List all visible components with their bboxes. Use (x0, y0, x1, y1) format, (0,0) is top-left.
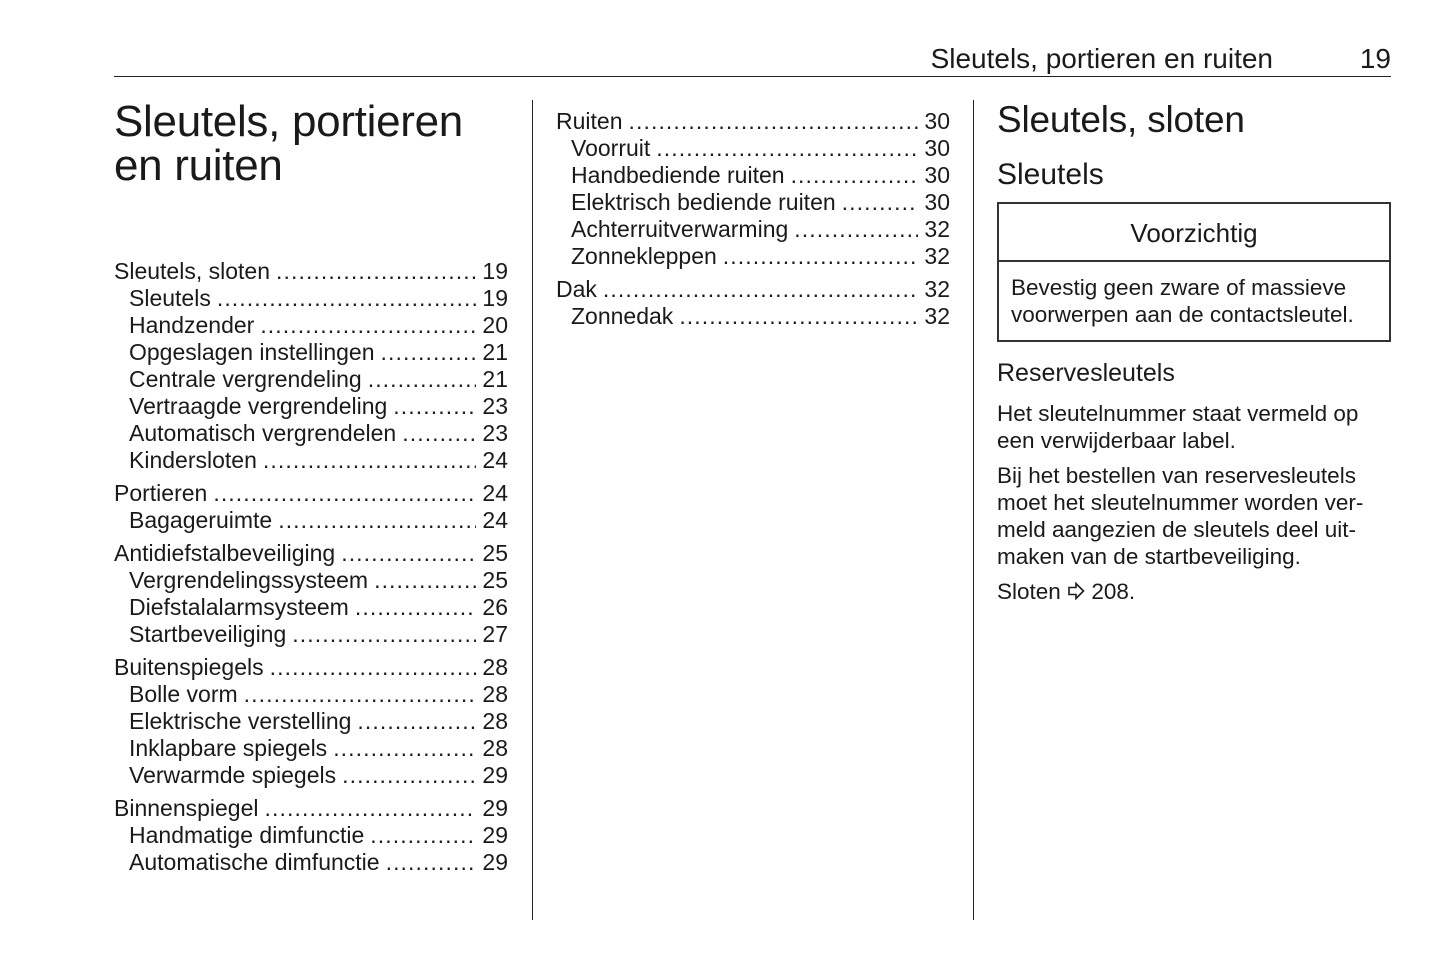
toc-entry-title: Sleutels (129, 285, 211, 311)
toc-subentry[interactable] (556, 189, 950, 216)
toc-leader-dots (386, 849, 477, 876)
toc-subentry[interactable] (114, 312, 508, 339)
toc-subentry[interactable] (114, 849, 508, 876)
toc-entry-title: Zonnedak (571, 303, 674, 329)
toc-leader-dots (393, 393, 476, 420)
toc-entry-title: Verwarmde spiegels (129, 762, 337, 788)
toc-entry-page: 29 (482, 762, 508, 788)
toc-entry-page: 28 (482, 654, 508, 680)
cross-reference[interactable] (997, 578, 1391, 605)
toc-entry-page: 25 (482, 540, 508, 566)
warning-title: Voorzichtig (999, 204, 1389, 262)
toc-leader-dots (263, 447, 477, 474)
toc-leader-dots (342, 762, 476, 789)
toc-leader-dots (402, 420, 476, 447)
toc-entry-title: Handzender (129, 312, 255, 338)
toc-entry-title: Sleutels, sloten (114, 258, 270, 284)
toc-group (114, 654, 508, 789)
toc-column-1 (114, 258, 508, 876)
running-header-title: Sleutels, portieren en ruiten (930, 43, 1273, 74)
toc-entry-title: Achterruitverwarming (571, 216, 789, 242)
toc-leader-dots (794, 216, 918, 243)
toc-subentry[interactable] (114, 822, 508, 849)
toc-entry-title: Inklapbare spiegels (129, 735, 328, 761)
toc-entry-page: 26 (482, 594, 508, 620)
toc-entry-page: 23 (482, 420, 508, 446)
toc-subentry[interactable] (114, 507, 508, 534)
page-number: 19 (1359, 43, 1391, 74)
toc-subentry[interactable] (556, 303, 950, 330)
arrow-right-icon (1067, 582, 1085, 600)
toc-entry-title: Elektrische verstelling (129, 708, 352, 734)
toc-group (556, 276, 950, 330)
page-header (114, 40, 1391, 77)
toc-entry-title: Handmatige dimfunctie (129, 822, 365, 848)
toc-subentry[interactable] (114, 735, 508, 762)
section-column (997, 100, 1391, 613)
toc-entry-title: Bagageruimte (129, 507, 273, 533)
toc-entry-page: 25 (482, 567, 508, 593)
toc-entry-title: Binnenspiegel (114, 795, 259, 821)
toc-entry-title: Zonnekleppen (571, 243, 717, 269)
toc-entry-page: 29 (482, 822, 508, 848)
toc-entry-page: 28 (482, 708, 508, 734)
toc-subentry[interactable] (114, 621, 508, 648)
toc-subentry[interactable] (114, 339, 508, 366)
toc-leader-dots (278, 507, 476, 534)
toc-subentry[interactable] (114, 567, 508, 594)
toc-leader-dots (341, 540, 476, 567)
warning-text: Bevestig geen zware of massieve voorwerpen aan de contactsleutel. (1011, 275, 1354, 327)
toc-entry-page: 24 (482, 480, 508, 506)
toc-subentry[interactable] (114, 285, 508, 312)
toc-leader-dots (333, 735, 476, 762)
toc-entry-page: 21 (482, 366, 508, 392)
toc-leader-dots (244, 681, 477, 708)
column-divider (532, 100, 533, 920)
toc-entry-page: 24 (482, 447, 508, 473)
toc-subentry[interactable] (556, 243, 950, 270)
toc-group (114, 540, 508, 648)
paragraph: Het sleutelnummer staat vermeld op een verwijderbaar label. (997, 401, 1359, 453)
toc-group (556, 108, 950, 270)
toc-subentry[interactable] (114, 762, 508, 789)
toc-entry-page: 19 (482, 258, 508, 284)
toc-leader-dots (374, 567, 476, 594)
chapter-title-line: en ruiten (114, 141, 283, 190)
toc-entry-page: 30 (924, 162, 950, 188)
toc-leader-dots (791, 162, 919, 189)
toc-subentry[interactable] (114, 594, 508, 621)
toc-entry-page: 29 (482, 849, 508, 875)
toc-entry-title: Buitenspiegels (114, 654, 264, 680)
toc-entry-title: Voorruit (571, 135, 651, 161)
toc-entry[interactable] (114, 654, 508, 681)
section-heading: Sleutels, sloten (997, 99, 1245, 140)
toc-leader-dots (260, 312, 476, 339)
toc-column-2 (556, 108, 950, 330)
toc-leader-dots (723, 243, 919, 270)
paragraph: Bij het bestellen van reservesleutels moet het sleutelnummer worden ver-meld aangezien de sleutels deel uit-maken van de startbeveiliging. (997, 463, 1364, 569)
toc-subentry[interactable] (556, 216, 950, 243)
toc-group (114, 480, 508, 534)
toc-subentry[interactable] (556, 135, 950, 162)
toc-entry-title: Startbeveiliging (129, 621, 287, 647)
toc-entry-title: Automatische dimfunctie (129, 849, 380, 875)
toc-leader-dots (381, 339, 477, 366)
cross-reference-text: Sloten (997, 579, 1061, 604)
toc-entry-page: 30 (924, 108, 950, 134)
toc-entry[interactable] (114, 258, 508, 285)
toc-leader-dots (370, 822, 476, 849)
toc-entry-page: 21 (482, 339, 508, 365)
chapter-title-line: Sleutels, portieren (114, 97, 463, 146)
toc-entry-title: Kindersloten (129, 447, 257, 473)
toc-group (114, 795, 508, 876)
toc-subentry[interactable] (114, 708, 508, 735)
toc-entry-page: 28 (482, 735, 508, 761)
toc-group (114, 258, 508, 474)
toc-entry-page: 32 (924, 243, 950, 269)
toc-leader-dots (656, 135, 918, 162)
toc-entry-page: 32 (924, 303, 950, 329)
toc-leader-dots (265, 795, 477, 822)
toc-entry-page: 30 (924, 135, 950, 161)
toc-entry-title: Handbediende ruiten (571, 162, 785, 188)
toc-entry-title: Opgeslagen instellingen (129, 339, 375, 365)
toc-subentry[interactable] (114, 447, 508, 474)
toc-entry-page: 27 (482, 621, 508, 647)
chapter-title (114, 97, 463, 190)
toc-entry-title: Vertraagde vergrendeling (129, 393, 388, 419)
toc-entry[interactable] (114, 795, 508, 822)
toc-leader-dots (842, 189, 919, 216)
toc-leader-dots (368, 366, 477, 393)
toc-entry-page: 19 (482, 285, 508, 311)
toc-entry-title: Automatisch vergrendelen (129, 420, 397, 446)
toc-entry-page: 32 (924, 276, 950, 302)
toc-subentry[interactable] (114, 393, 508, 420)
toc-entry-title: Elektrisch bediende ruiten (571, 189, 836, 215)
toc-entry[interactable] (556, 108, 950, 135)
subsubsection-heading: Reservesleutels (997, 359, 1175, 387)
toc-entry-page: 23 (482, 393, 508, 419)
toc-subentry[interactable] (114, 420, 508, 447)
toc-leader-dots (217, 285, 477, 312)
toc-entry-page: 24 (482, 507, 508, 533)
toc-subentry[interactable] (114, 681, 508, 708)
toc-leader-dots (292, 621, 476, 648)
cross-reference-page: 208. (1091, 579, 1136, 604)
toc-entry-title: Centrale vergrendeling (129, 366, 362, 392)
toc-entry-title: Portieren (114, 480, 208, 506)
toc-entry[interactable] (114, 540, 508, 567)
toc-entry-title: Ruiten (556, 108, 623, 134)
toc-entry[interactable] (556, 276, 950, 303)
toc-subentry[interactable] (556, 162, 950, 189)
toc-entry-page: 29 (482, 795, 508, 821)
toc-entry-page: 30 (924, 189, 950, 215)
toc-leader-dots (603, 276, 919, 303)
toc-entry-page: 32 (924, 216, 950, 242)
subsection-heading: Sleutels (997, 158, 1104, 191)
toc-subentry[interactable] (114, 366, 508, 393)
toc-entry-page: 20 (482, 312, 508, 338)
toc-leader-dots (213, 480, 476, 507)
toc-leader-dots (357, 708, 476, 735)
toc-leader-dots (270, 654, 477, 681)
toc-leader-dots (679, 303, 918, 330)
toc-leader-dots (355, 594, 477, 621)
toc-entry-title: Dak (556, 276, 597, 302)
toc-entry-page: 28 (482, 681, 508, 707)
column-divider (973, 100, 974, 920)
toc-leader-dots (276, 258, 476, 285)
toc-leader-dots (628, 108, 918, 135)
warning-box (997, 202, 1391, 342)
toc-entry[interactable] (114, 480, 508, 507)
toc-entry-title: Antidiefstalbeveiliging (114, 540, 336, 566)
toc-entry-title: Vergrendelingssysteem (129, 567, 369, 593)
toc-entry-title: Diefstalalarmsysteem (129, 594, 349, 620)
toc-entry-title: Bolle vorm (129, 681, 238, 707)
